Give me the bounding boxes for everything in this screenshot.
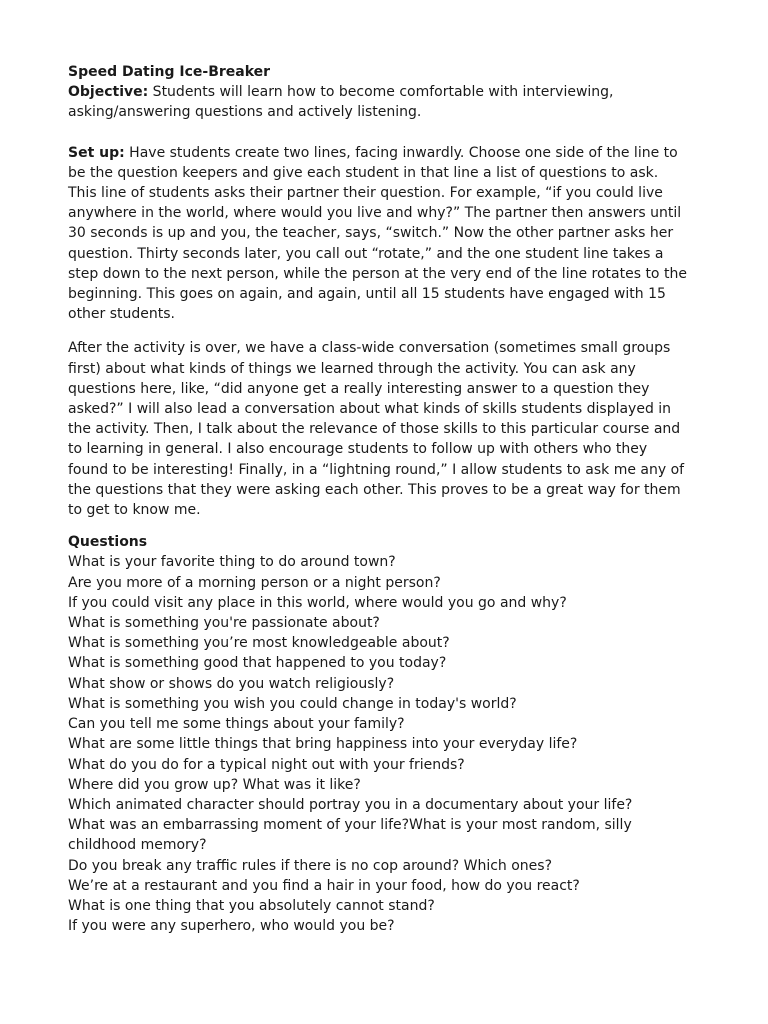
question-item: What are some little things that bring happiness into your everyday life? — [68, 736, 578, 753]
question-item: What is one thing that you absolutely cannot stand? — [68, 897, 435, 914]
questions-heading: Questions — [68, 534, 148, 551]
questions-list — [68, 552, 688, 936]
objective-label: Objective: — [68, 84, 149, 101]
after-activity-paragraph: After the activity is over, we have a class-wide conversation (sometimes small groups first) about what kinds of things we learned through the activity. You can ask any questions here, like, “did anyone get a really interesting answer to a question they asked?” I will also lead a conversation about what kinds of skills students displayed in the activity. Then, I talk about the relevance of those skills to this particular course and to learning in general. I also encourage students to follow up with others who they found to be interesting! Finally, in a “lightning round,” I allow students to ask me any of the questions that they were asking each other. This proves to be a great way for them to get to know me. — [68, 340, 685, 519]
question-item: What was an embarrassing moment of your life?What is your most random, silly childhood memory? — [68, 817, 632, 854]
question-item: We’re at a restaurant and you find a hair in your food, how do you react? — [68, 877, 580, 894]
question-item: Do you break any traffic rules if there is no cop around? Which ones? — [68, 857, 553, 874]
question-item: If you could visit any place in this world, where would you go and why? — [68, 594, 567, 611]
document-title: Speed Dating Ice-Breaker — [68, 64, 271, 80]
question-item: Where did you grow up? What was it like? — [68, 776, 361, 793]
spacer — [68, 123, 688, 143]
question-item: What is something good that happened to you today? — [68, 655, 447, 672]
question-item: If you were any superhero, who would you be? — [68, 918, 395, 935]
question-item: What show or shows do you watch religiously? — [68, 675, 395, 692]
document-page — [68, 62, 688, 936]
question-item: What is something you wish you could change in today's world? — [68, 695, 517, 712]
setup-text: Have students create two lines, facing inwardly. Choose one side of the line to be the question keepers and give each student in that line a list of questions to ask. This line of students asks their partner their question. For example, “if you could live anywhere in the world, where would you live and why?” The partner then answers until 30 seconds is up and you, the teacher, says, “switch.” Now the other partner asks her question. Thirty seconds later, you call out “rotate,” and the one student line takes a step down to the next person, while the person at the very end of the line rotates to the beginning. This goes on again, and again, until all 15 students have engaged with 15 other students. — [68, 144, 687, 323]
setup-paragraph — [68, 143, 688, 325]
objective-paragraph — [68, 82, 688, 122]
question-item: What is something you're passionate about? — [68, 615, 380, 632]
spacer — [68, 520, 688, 532]
objective-text: Students will learn how to become comfortable with interviewing, asking/answering questions and actively listening. — [68, 84, 614, 121]
spacer — [68, 324, 688, 338]
question-item: Can you tell me some things about your family? — [68, 716, 405, 733]
question-item: What is something you’re most knowledgeable about? — [68, 635, 450, 652]
question-item: Which animated character should portray you in a documentary about your life? — [68, 796, 633, 813]
setup-label: Set up: — [68, 144, 125, 161]
question-item: Are you more of a morning person or a night person? — [68, 574, 441, 591]
question-item: What do you do for a typical night out with your friends? — [68, 756, 465, 773]
question-item: What is your favorite thing to do around town? — [68, 554, 396, 571]
